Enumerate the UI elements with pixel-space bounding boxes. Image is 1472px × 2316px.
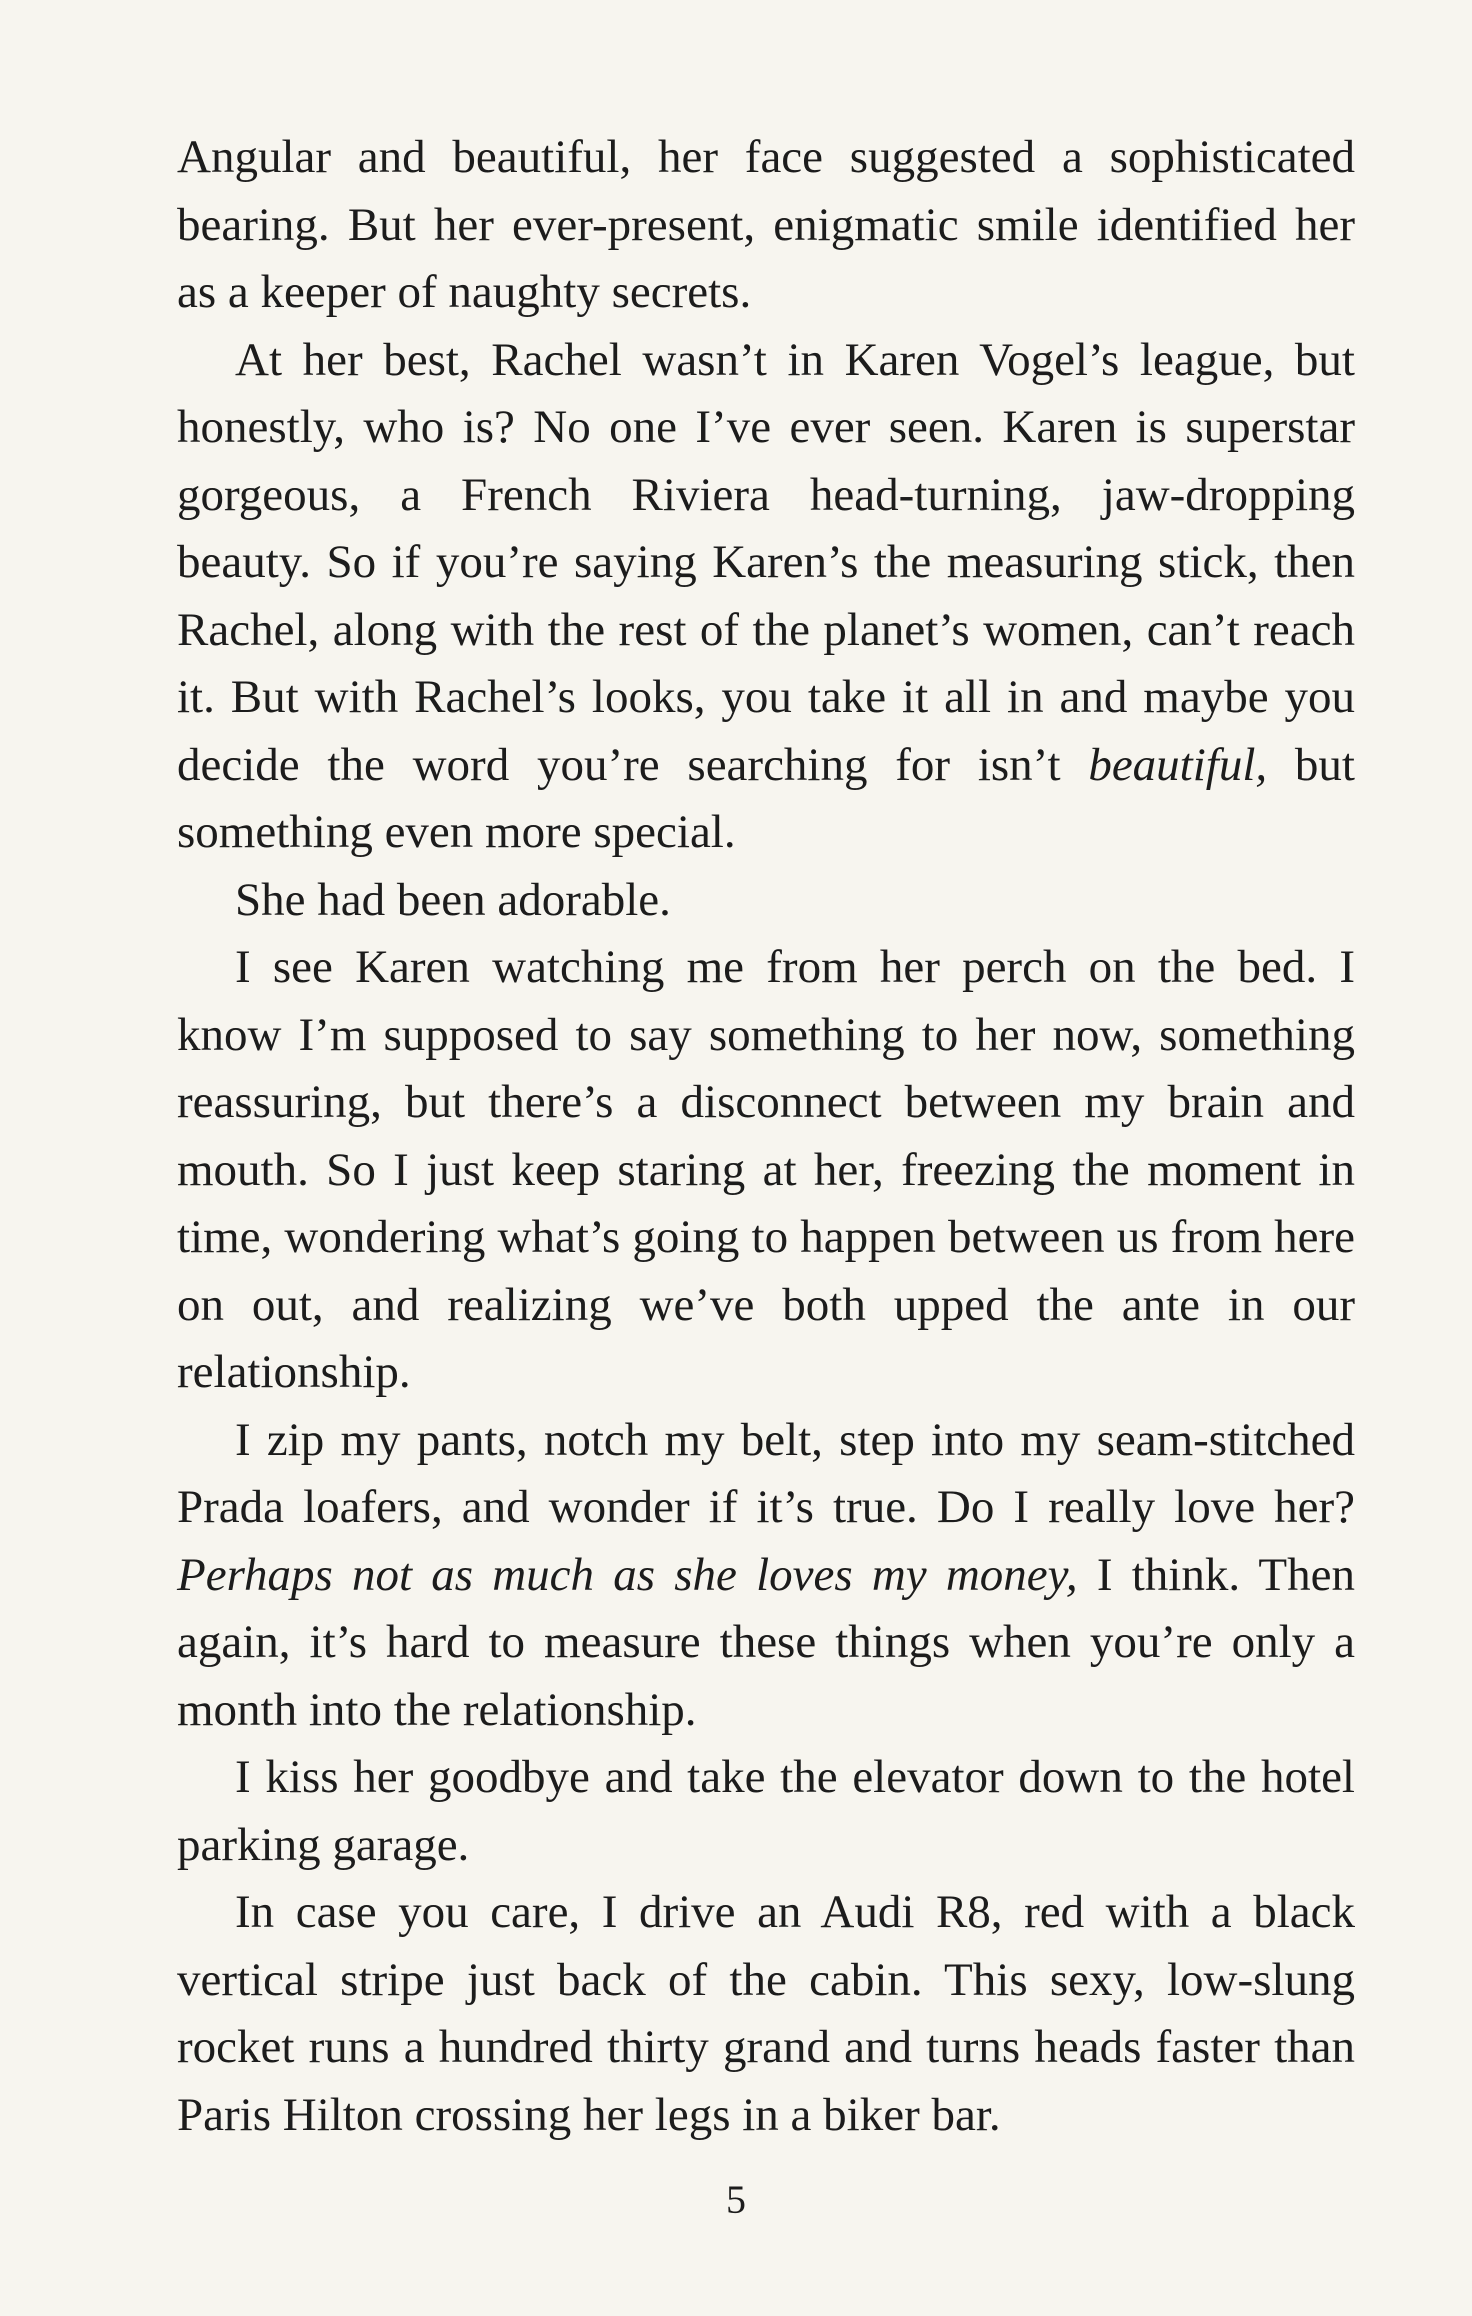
paragraph-7: In case you care, I drive an Audi R8, red with a black vertical stripe just back of the cabin. This sexy, low-slung rocket runs a hundred thirty grand and turns heads faster than Paris Hilton crossing her legs in a biker bar. [177, 1886, 1355, 2141]
paragraph-6: I kiss her goodbye and take the elevator down to the hotel parking garage. [177, 1751, 1355, 1871]
paragraph-4: I see Karen watching me from her perch on the bed. I know I’m supposed to say something to her now, something reassuring, but there’s a disconnect between my brain and mouth. So I just keep staring at her, freezing the moment in time, wondering what’s going to happen between us from here on out, and realizing we’ve both upped the ante in our relationship. [177, 941, 1355, 1398]
paragraph-1: Angular and beautiful, her face suggested a sophisticated bearing. But her ever-present, enigmatic smile identified her as a keeper of naughty secrets. [177, 131, 1355, 318]
paragraph-5-italic: Perhaps not as much as she loves my money, [177, 1548, 1078, 1601]
paragraph-2 [177, 327, 1355, 867]
paragraph-5-text-a: I zip my pants, notch my belt, step into my seam-stitched Prada loafers, and wonder if it’s true. Do I really love her? [177, 1413, 1355, 1533]
paragraph-2-italic: beautiful, [1088, 738, 1268, 791]
paragraph-2-text-b: but something even more special. [177, 738, 1355, 858]
body-text [177, 124, 1355, 2149]
paragraph-3: She had been adorable. [235, 873, 671, 926]
paragraph-5-text-b: I think. Then again, it’s hard to measure these things when you’re only a month into the relationship. [177, 1548, 1355, 1736]
paragraph-5 [177, 1407, 1355, 1745]
page-number: 5 [726, 2177, 746, 2222]
paragraph-2-text-a: At her best, Rachel wasn’t in Karen Vogel’s league, but honestly, who is? No one I’ve ever seen. Karen is superstar gorgeous, a French Riviera head-turning, jaw-dropping beauty. So if you’re saying Karen’s the measuring stick, then Rachel, along with the rest of the planet’s women, can’t reach it. But with Rachel’s looks, you take it all in and maybe you decide the word you’re searching for isn’t [177, 333, 1355, 791]
